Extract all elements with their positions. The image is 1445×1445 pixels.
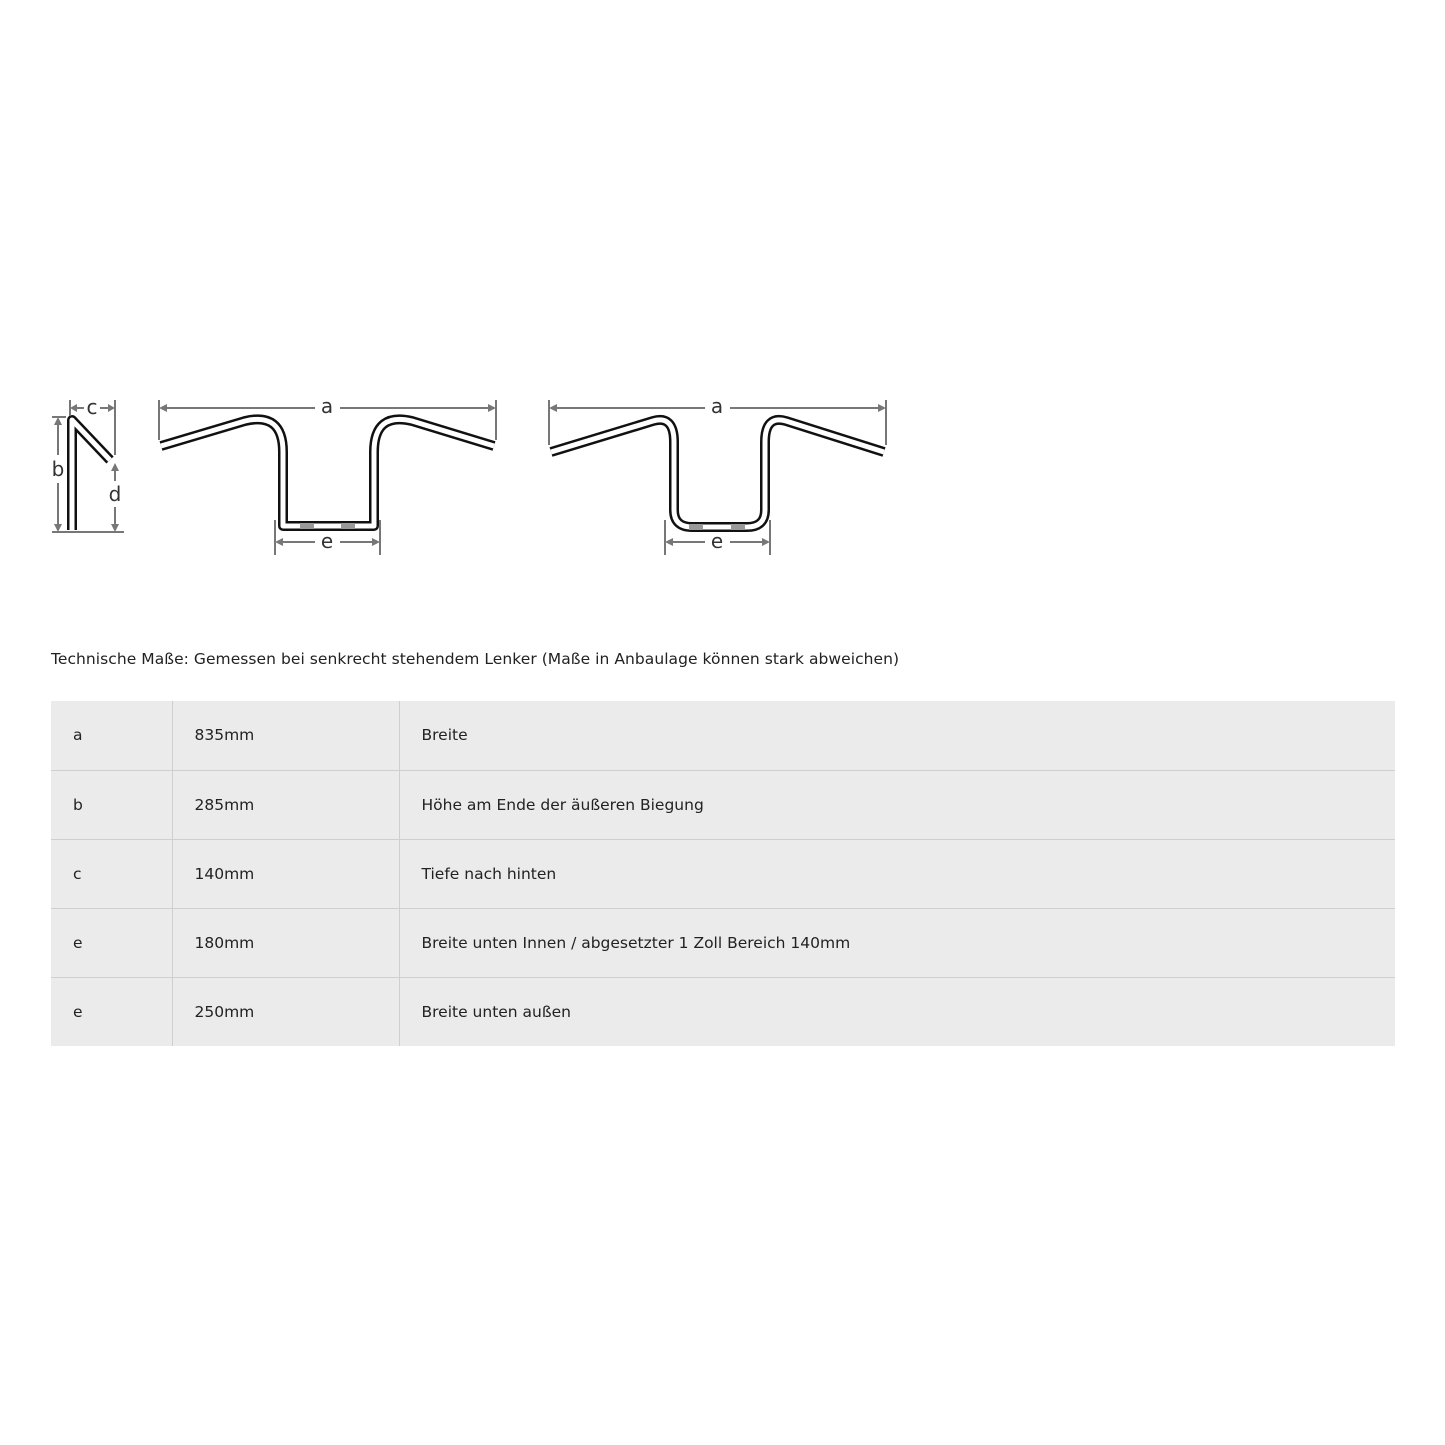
dimension-key: e (51, 908, 172, 977)
clamp-mark (689, 524, 703, 530)
dimension-description: Höhe am Ende der äußeren Biegung (399, 770, 1395, 839)
side-view (52, 395, 124, 532)
clamp-mark (300, 523, 314, 529)
front-view-1 (159, 394, 496, 555)
label-a: a (710, 394, 724, 418)
front-view-2 (549, 394, 886, 555)
dimension-description: Tiefe nach hinten (399, 839, 1395, 908)
handlebar-diagram (0, 380, 1445, 580)
label-c: c (86, 395, 98, 419)
table-row (51, 908, 1395, 977)
table-row (51, 701, 1395, 770)
table-row (51, 770, 1395, 839)
dimension-key: b (51, 770, 172, 839)
dimension-value: 835mm (172, 701, 399, 770)
dimension-value: 285mm (172, 770, 399, 839)
label-e: e (320, 529, 334, 553)
label-a: a (320, 394, 334, 418)
table-row (51, 839, 1395, 908)
dimension-value: 140mm (172, 839, 399, 908)
dimension-key: a (73, 726, 83, 745)
dimension-description: Breite unten außen (399, 977, 1395, 1046)
label-e: e (710, 529, 724, 553)
dimension-key: c (51, 839, 172, 908)
dimension-description: Breite unten Innen / abgesetzter 1 Zoll Bereich 140mm (399, 908, 1395, 977)
dimension-description: Breite (399, 701, 1395, 770)
dimension-value: 180mm (172, 908, 399, 977)
table-row (51, 977, 1395, 1046)
measurement-caption: Technische Maße: Gemessen bei senkrecht stehendem Lenker (Maße in Anbaulage können stark abweichen) (51, 650, 900, 668)
label-d: d (108, 482, 122, 506)
label-b: b (51, 457, 65, 481)
clamp-mark (731, 524, 745, 530)
clamp-mark (341, 523, 355, 529)
dimension-value: 250mm (172, 977, 399, 1046)
dimensions-table (51, 701, 1395, 1046)
dimension-key: e (51, 977, 172, 1046)
